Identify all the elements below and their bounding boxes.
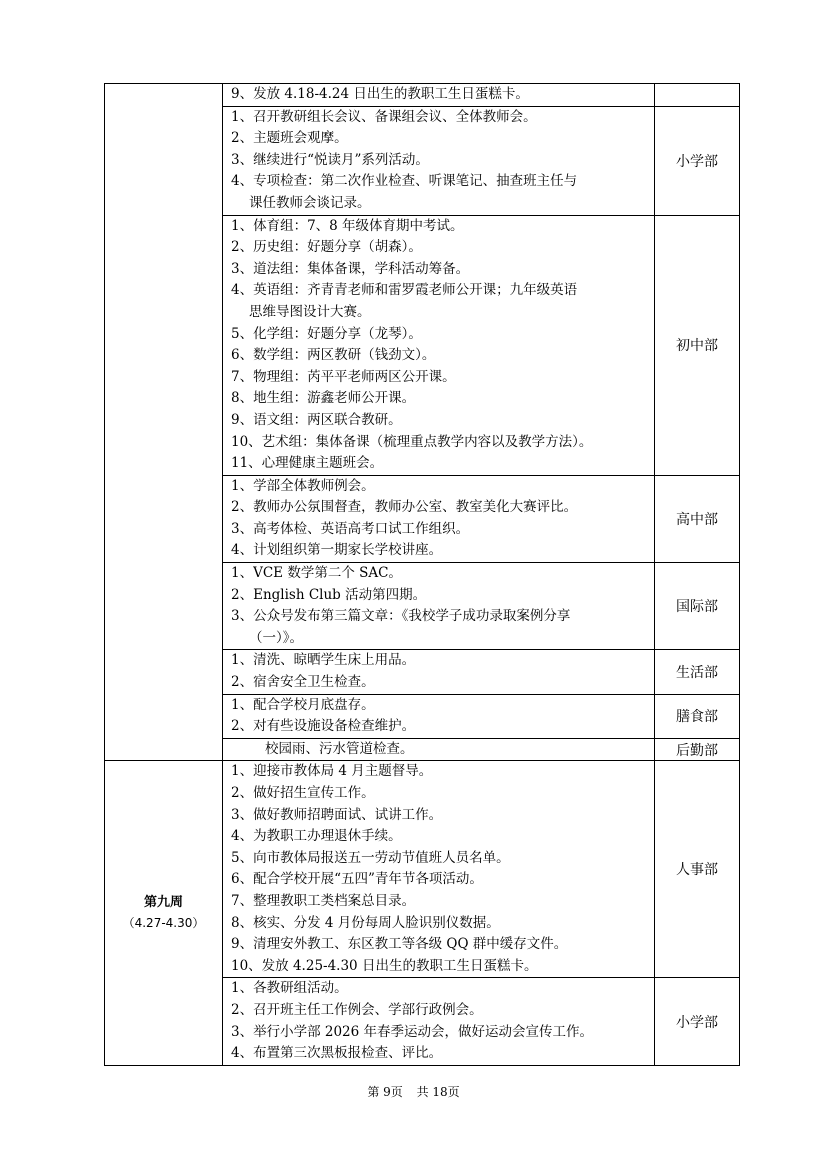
schedule-item: 2、做好招生宣传工作。 [231,785,375,801]
content-cell [223,738,655,761]
schedule-item: 9、发放 4.18-4.24 日出生的教职工生日蛋糕卡。 [231,86,529,102]
schedule-item: 4、计划组织第一期家长学校讲座。 [231,542,443,559]
schedule-item: 5、向市教体局报送五一劳动节值班人员名单。 [231,849,510,866]
schedule-item: 3、举行小学部 2026 年春季运动会，做好运动会宣传工作。 [231,1023,594,1040]
content-cell [223,761,655,978]
schedule-item: 7、物理组：芮平平老师两区公开课。 [231,368,456,385]
table-row [105,84,740,107]
schedule-item: 6、配合学校开展“五四”青年节各项活动。 [231,871,483,888]
schedule-item: 2、对有些设施设备检查维护。 [231,718,416,735]
schedule-item: 2、教师办公氛围督查，教师办公室、教室美化大赛评比。 [231,499,578,516]
schedule-item: 6、数学组：两区教研（钱劲文）。 [231,347,436,364]
department-cell: 高中部 [655,475,740,562]
page-number: 第 9页 [367,1085,403,1099]
schedule-item: 3、做好教师招聘面试、试讲工作。 [231,806,443,823]
schedule-item: （一）》。 [249,629,303,646]
schedule-item: 11、心理健康主题班会。 [231,455,384,472]
schedule-item: 2、宿舍安全卫生检查。 [231,674,375,691]
page-footer [0,1083,827,1100]
schedule-item: 1、学部全体教师例会。 [231,477,375,494]
schedule-item: 思维导图设计大赛。 [249,303,371,320]
schedule-item: 1、VCE 数学第二个 SAC。 [231,565,402,582]
schedule-item: 8、核实、分发 4 月份每周人脸识别仪数据。 [231,914,500,931]
schedule-item: 课任教师会谈记录。 [249,194,371,211]
department-cell: 小学部 [655,978,740,1065]
page-total: 共 18页 [416,1085,460,1099]
schedule-item: 3、高考体检、英语高考口试工作组织。 [231,520,470,537]
department-cell: 人事部 [655,761,740,978]
week-title: 第九周 [143,895,183,911]
schedule-item: 2、主题班会观摩。 [231,130,348,147]
schedule-item: 2、历史组：好题分享（胡森）。 [231,239,422,256]
content-cell [223,106,655,215]
week-date-range: （4.27-4.30） [122,916,205,931]
schedule-item: 8、地生组：游鑫老师公开课。 [231,390,416,407]
schedule-item: 校园雨、污水管道检查。 [265,740,414,757]
week-cell [105,761,223,1065]
department-cell: 生活部 [655,650,740,694]
schedule-item: 4、专项检查：第二次作业检查、听课笔记、抽查班主任与 [231,173,578,190]
department-cell: 初中部 [655,215,740,475]
schedule-item: 4、为教职工办理退休手续。 [231,828,402,845]
schedule-item: 9、语文组：两区联合教研。 [231,411,402,428]
content-cell [223,978,655,1065]
schedule-item: 1、召开教研组长会议、备课组会议、全体教师会。 [231,108,537,125]
content-cell [223,215,655,475]
schedule-item: 4、布置第三次黑板报检查、评比。 [231,1045,443,1062]
content-cell [223,694,655,738]
department-cell: 国际部 [655,563,740,650]
schedule-item: 3、道法组：集体备课，学科活动筹备。 [231,260,470,277]
week-cell-previous [105,84,223,761]
schedule-item: 10、发放 4.25-4.30 日出生的教职工生日蛋糕卡。 [231,957,538,974]
schedule-item: 1、清洗、晾晒学生床上用品。 [231,652,416,669]
schedule-item: 1、迎接市教体局 4 月主题督导。 [231,763,433,780]
schedule-item: 10、艺术组：集体备课（梳理重点教学内容以及教学方法）。 [231,433,593,450]
schedule-item: 9、清理安外教工、东区教工等各级 QQ 群中缓存文件。 [231,936,568,953]
table-row [105,761,740,978]
content-cell [223,475,655,562]
schedule-item: 5、化学组：好题分享（龙琴）。 [231,325,422,342]
schedule-item: 2、召开班主任工作例会、学部行政例会。 [231,1001,483,1018]
schedule-item: 3、继续进行“悦读月”系列活动。 [231,151,429,168]
content-cell [223,650,655,694]
department-cell: 膳食部 [655,694,740,738]
content-cell [223,84,655,107]
department-cell: 小学部 [655,106,740,215]
schedule-item: 4、英语组：齐青青老师和雷罗霞老师公开课；九年级英语 [231,282,578,299]
schedule-table [104,83,740,1066]
schedule-item: 1、配合学校月底盘存。 [231,696,375,713]
schedule-item: 1、各教研组活动。 [231,980,348,997]
content-cell [223,563,655,650]
department-cell: 后勤部 [655,738,740,761]
schedule-item: 1、体育组：7、8 年级体育期中考试。 [231,217,464,234]
schedule-item: 2、English Club 活动第四期。 [231,586,427,603]
schedule-item: 3、公众号发布第三篇文章：《我校学子成功录取案例分享 [231,608,571,625]
schedule-item: 7、整理教职工类档案总目录。 [231,892,416,909]
department-cell [655,84,740,107]
